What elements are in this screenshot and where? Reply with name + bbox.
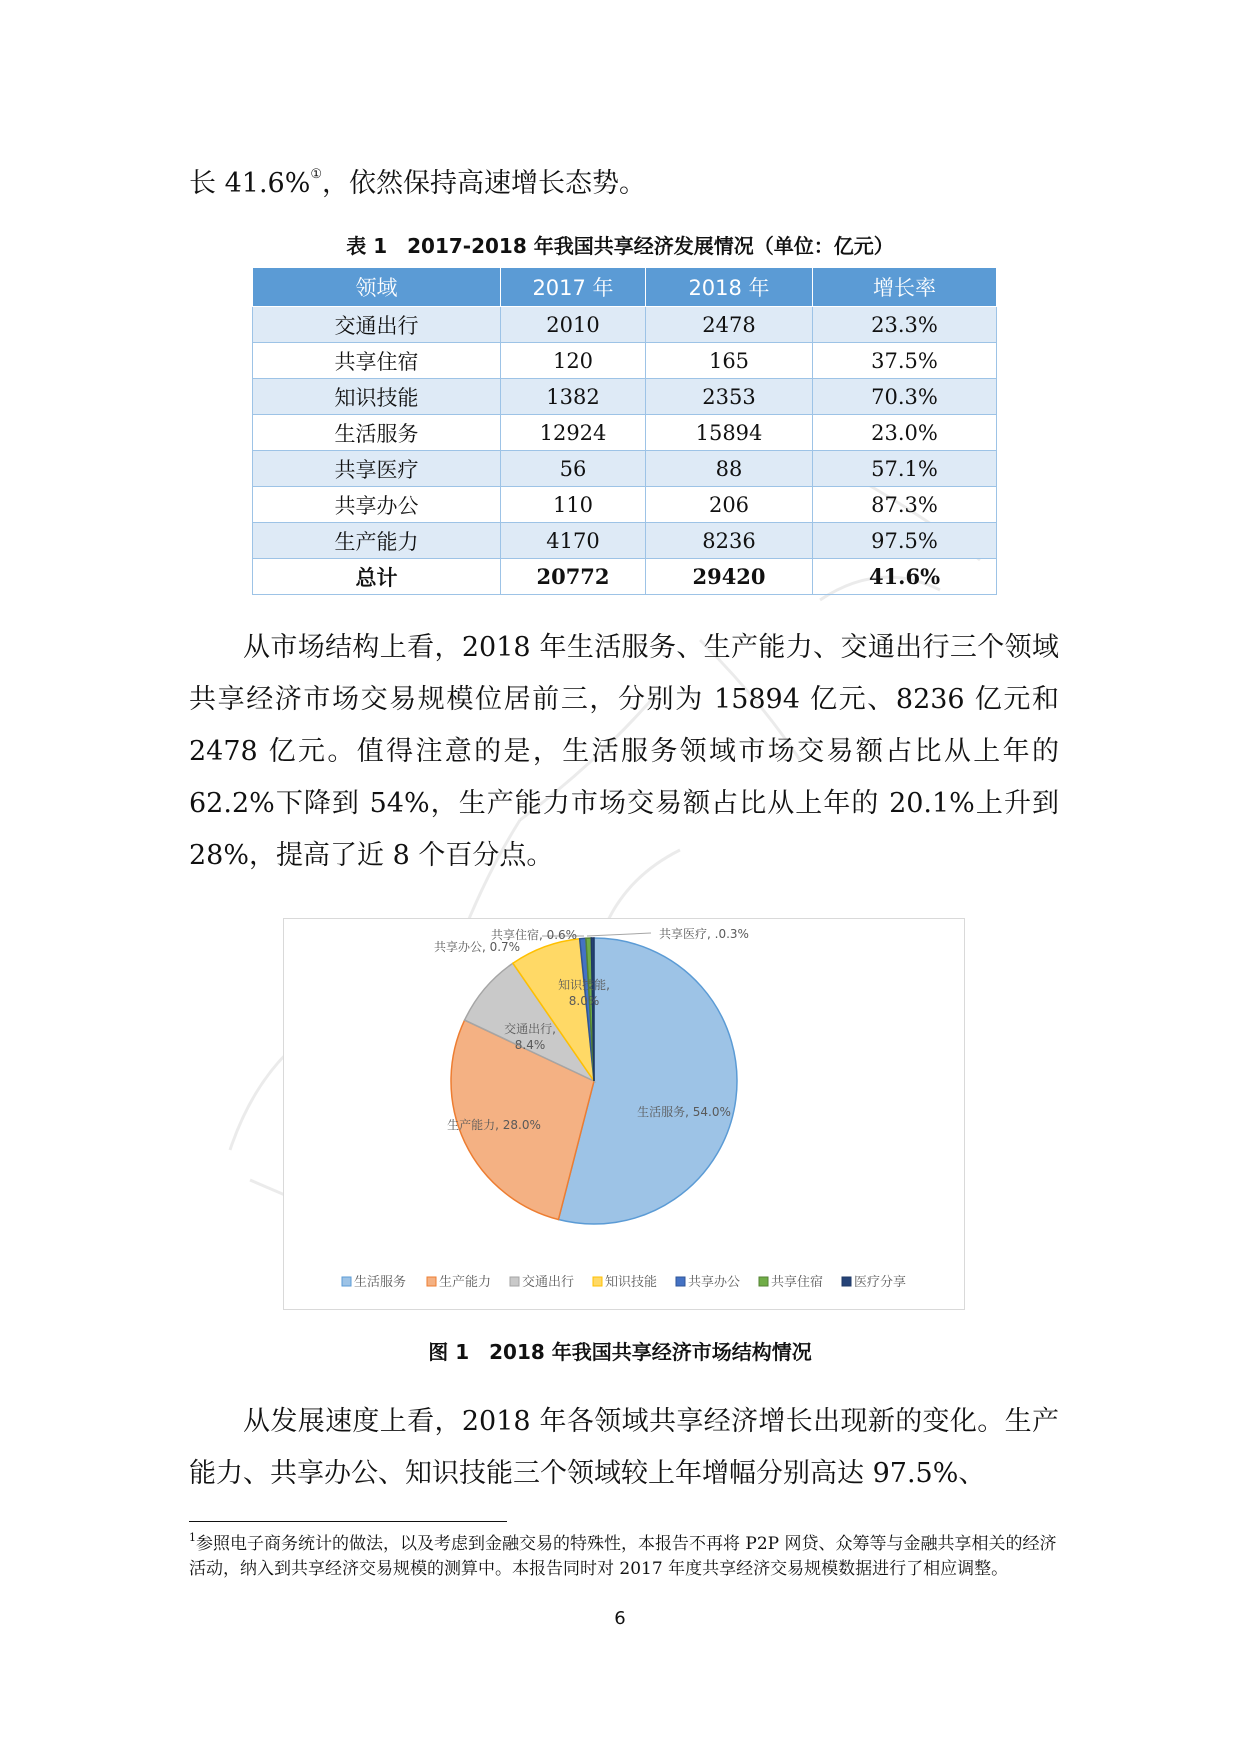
cell-2017: 56 — [501, 451, 646, 487]
cell-growth: 23.3% — [813, 307, 997, 343]
slice-label-production-capacity: 生产能力, 28.0% — [447, 1118, 541, 1132]
header-growth: 增长率 — [813, 268, 997, 307]
table-row — [253, 523, 997, 559]
cell-growth: 37.5% — [813, 343, 997, 379]
cell-2018: 206 — [646, 487, 813, 523]
table-header-row — [253, 268, 997, 307]
cell-2018: 165 — [646, 343, 813, 379]
cell-2017: 120 — [501, 343, 646, 379]
legend-swatch — [427, 1277, 436, 1286]
leader-line — [587, 933, 651, 936]
cell-2017: 1382 — [501, 379, 646, 415]
table-row — [253, 415, 997, 451]
cell-growth: 41.6% — [813, 559, 997, 595]
slice-label-knowledge: 知识技能, — [558, 978, 610, 992]
page-number: 6 — [614, 1608, 626, 1629]
cell-growth: 23.0% — [813, 415, 997, 451]
cell-domain: 共享住宿 — [253, 343, 501, 379]
cell-growth: 57.1% — [813, 451, 997, 487]
footnote — [189, 1532, 1059, 1582]
legend-item: 交通出行 — [522, 1275, 575, 1290]
legend-item: 共享住宿 — [771, 1275, 824, 1290]
table-row — [253, 451, 997, 487]
header-2017: 2017 年 — [501, 268, 646, 307]
data-table — [252, 267, 997, 595]
cell-domain: 生活服务 — [253, 415, 501, 451]
footnote-divider — [189, 1521, 507, 1522]
legend-swatch — [510, 1277, 519, 1286]
table-row — [253, 307, 997, 343]
table-row — [253, 379, 997, 415]
legend-item: 共享办公 — [688, 1275, 741, 1290]
slice-label-transport-value: 8.4% — [514, 1038, 546, 1052]
cell-2018: 2353 — [646, 379, 813, 415]
pie-chart — [283, 918, 965, 1310]
slice-label-living-services: 生活服务, 54.0% — [637, 1105, 731, 1119]
cell-growth: 87.3% — [813, 487, 997, 523]
legend-swatch — [842, 1277, 851, 1286]
legend-swatch — [759, 1277, 768, 1286]
cell-domain: 共享办公 — [253, 487, 501, 523]
cell-2017: 12924 — [501, 415, 646, 451]
figure-caption: 图 1 2018 年我国共享经济市场结构情况 — [428, 1340, 812, 1364]
legend-swatch — [342, 1277, 351, 1286]
slice-label-knowledge-value: 8.0% — [568, 994, 600, 1008]
cell-2018: 88 — [646, 451, 813, 487]
table-row — [253, 487, 997, 523]
table-caption: 表 1 2017-2018 年我国共享经济发展情况（单位：亿元） — [346, 234, 894, 258]
slice-label-office: 共享办公, 0.7% — [433, 940, 521, 954]
paragraph-market-structure: 从市场结构上看，2018 年生活服务、生产能力、交通出行三个领域共享经济市场交易规模位居前三，分别为 15894 亿元、8236 亿元和 2478 亿元。值得注意的是，生活服务领域市场交易额占比从上年的 62.2%下降到 54%，生产能力市场交易额占比从上年的 20.1%上升到 28%，提高了近 8 个百分点。 — [189, 632, 1059, 871]
cell-2018: 29420 — [646, 559, 813, 595]
slice-label-lodging: 共享住宿, 0.6% — [490, 928, 578, 942]
legend-swatch — [593, 1277, 602, 1286]
legend-swatch — [676, 1277, 685, 1286]
cell-2018: 2478 — [646, 307, 813, 343]
footnote-text: 参照电子商务统计的做法，以及考虑到金融交易的特殊性，本报告不再将 P2P 网贷、众筹等与金融共享相关的经济活动，纳入到共享经济交易规模的测算中。本报告同时对 2017 年度共享经济交易规模数据进行了相应调整。 — [189, 1534, 1057, 1579]
header-domain: 领域 — [253, 268, 501, 307]
legend-item: 生产能力 — [439, 1275, 492, 1290]
legend-item: 知识技能 — [605, 1275, 658, 1290]
cell-2017: 20772 — [501, 559, 646, 595]
table-total-row — [253, 559, 997, 595]
intro-line: 长 41.6%①，依然保持高速增长态势。 — [189, 167, 647, 199]
cell-2018: 15894 — [646, 415, 813, 451]
cell-domain: 交通出行 — [253, 307, 501, 343]
cell-2017: 4170 — [501, 523, 646, 559]
cell-2017: 110 — [501, 487, 646, 523]
footnote-marker: ① — [310, 167, 323, 182]
cell-growth: 70.3% — [813, 379, 997, 415]
paragraph-growth-speed: 从发展速度上看，2018 年各领域共享经济增长出现新的变化。生产能力、共享办公、知识技能三个领域较上年增幅分别高达 97.5%、 — [189, 1406, 1059, 1489]
header-2018: 2018 年 — [646, 268, 813, 307]
cell-growth: 97.5% — [813, 523, 997, 559]
cell-domain: 共享医疗 — [253, 451, 501, 487]
cell-domain: 总计 — [253, 559, 501, 595]
cell-2018: 8236 — [646, 523, 813, 559]
pie-chart-svg — [284, 919, 964, 1309]
legend-item: 医疗分享 — [854, 1275, 907, 1290]
slice-label-medical: 共享医疗, .0.3% — [659, 927, 749, 941]
cell-domain: 生产能力 — [253, 523, 501, 559]
table-row — [253, 343, 997, 379]
cell-2017: 2010 — [501, 307, 646, 343]
legend-item: 生活服务 — [354, 1275, 407, 1290]
cell-domain: 知识技能 — [253, 379, 501, 415]
slice-label-transport: 交通出行, — [504, 1022, 556, 1036]
footnote-mark: 1 — [189, 1531, 196, 1544]
